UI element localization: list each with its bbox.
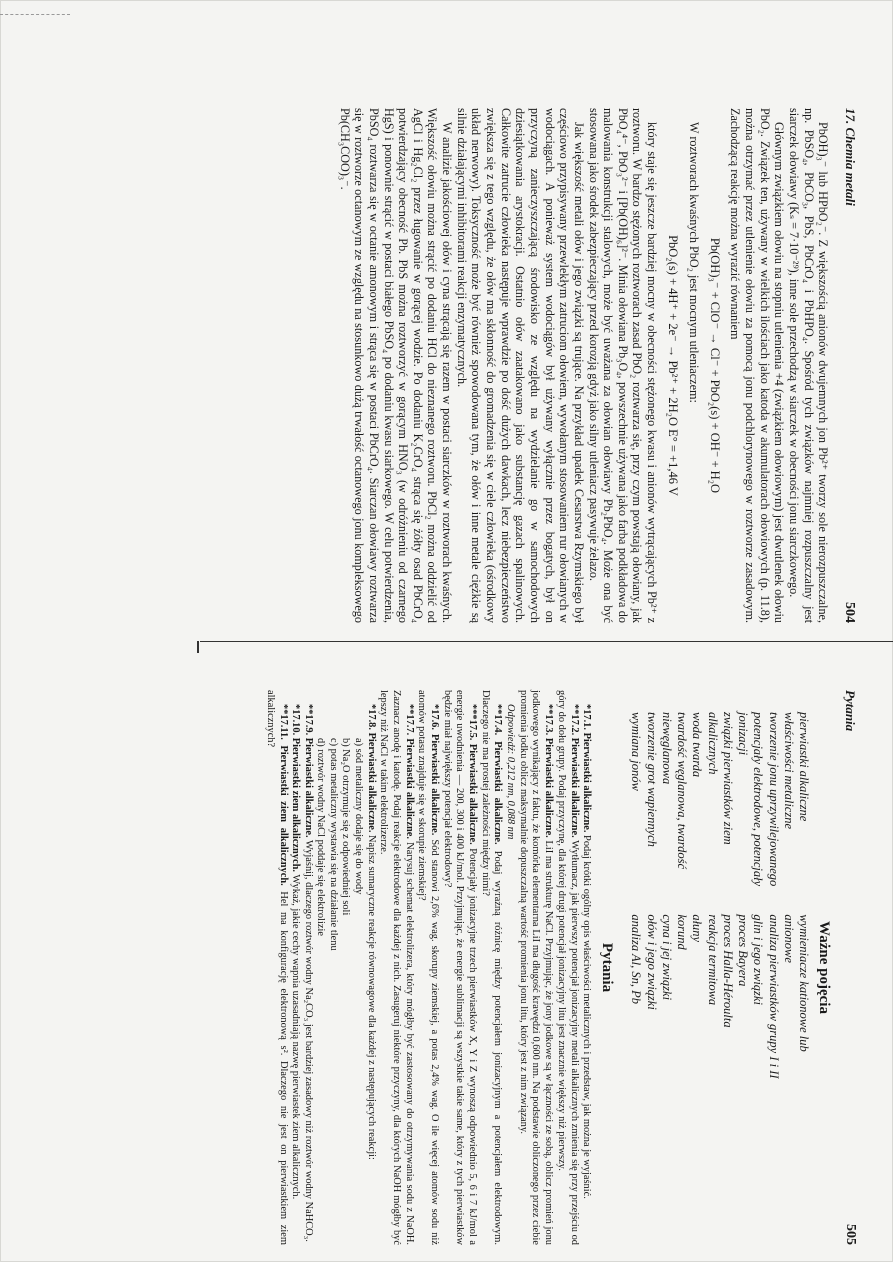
concept-item: cyna i jej związki bbox=[659, 914, 674, 1001]
question-text: Potencjały jonizacyjne trzech pierwiastków X, Y i Z wynoszą odpowiednio 5, 6 i 7 kJ/mol a energie uwodnienia — 200, 300 i 400 kJ/mol. Przyjmując, że energie sublimacji są wszystkie takie same, który z tych pierwiastków będzie miał największy potencjał elektrodowy? bbox=[441, 690, 479, 1245]
paragraph: Jak większość metali ołów i jego związki są trujące. Na przykład upadek Cesarstwa Rzymskiego był częściowo przypisywany przewlekłym zatruciom ołowiem, wywołanym stosowaniem rur ołowianych w wodociągach. A ponieważ system wodociągów był używany wyłącznie przez bogatych, był on przyczyną zanieczyszczającą środowisko ze względu na wydzielanie go w samochodowych dziesiątkowania arystokracji. Ostatnio ołów zaatakowano jako substancję gazach spalinowych. Całkowite zatrucie człowieka następuje wprawdzie po dość dużych dawkach, lecz niebezpieczeństwo zwiększa się z tego względu, że ołów ma skłonność do gromadzenia się w ciele człowieka (ośrodkowy układ nerwowy). Toksyczność może być również spowodowana tym, że ołów i inne metale ciężkie są silnie działającymi inhibitorami reakcji enzymatycznych. bbox=[454, 108, 586, 623]
concept-item: anionowe bbox=[781, 914, 796, 963]
page-505 bbox=[46, 690, 858, 1245]
question-text: Sód stanowi 2,6% wag. skorupy ziemskiej, a potas 2,4% wag. O ile więcej atomów sodu niż atomów potasu znajduje się w skorupie ziemskiej? bbox=[416, 690, 440, 1245]
question bbox=[440, 690, 478, 1245]
concept-item: tworzenie grot wapiennych bbox=[644, 712, 659, 847]
question-text: Podaj wyraźną różnicę między potencjałem jonizacyjnym a potencjałem elektrodowym. Dlaczego nie ma prostej zależności między nimi? bbox=[479, 690, 504, 1245]
subitem: d) roztwór wodny NaCl poddaje się elektrolizie bbox=[315, 738, 327, 936]
concept-item: właściwości metaliczne bbox=[781, 712, 796, 829]
concepts-title: Ważne pojęcia bbox=[816, 921, 833, 1014]
question bbox=[415, 690, 440, 1245]
question-label: *17.6. Pierwiastki alkaliczne. bbox=[428, 704, 440, 836]
concept-item: niewęglanowa bbox=[659, 712, 674, 785]
concept-item: ałuny bbox=[690, 914, 705, 943]
concept-item: glin i jego związki bbox=[751, 914, 766, 1005]
concept-item: wymiana jonów bbox=[629, 712, 644, 791]
concept-item: proces Bayera bbox=[736, 914, 751, 987]
question bbox=[377, 690, 415, 1245]
concept-item: potencjały elektrodowe, potencjały bbox=[751, 712, 766, 887]
page-number: 504 bbox=[842, 602, 857, 623]
concept-item: związki pierwiastków ziem bbox=[720, 712, 735, 845]
question-text: Wytłumacz, jak pierwszy potencjał jonizacyjny metali alkalicznych zmienia się przy przejściu od góry do dołu grupy. Podaj przyczynę, dla której drugi potencjał jonizacyjny litu jest znacznie większy niż pierwszy. bbox=[555, 690, 580, 1245]
question-label: **17.3. Pierwiastki alkaliczne. bbox=[543, 704, 555, 838]
question-label: **17.9. Pierwiastki alkaliczne. bbox=[302, 704, 314, 838]
questions-title: Pytania bbox=[599, 942, 616, 993]
paragraph: W analizie jakościowej ołów i cyna strącają się razem w postaci siarczków w roztworach kwaśnych. Większość ołowiu można strącić po dodaniu HCl do nieznanego roztworu. PbCl₂ można oddzielić od AgCl i Hg₂Cl₂ przez ługowanie w gorącej wodzie. Po dodaniu K₂CrO₄ strąca się żółty osad PbCrO₄ potwierdzający obecność Pb. PbS można roztworzyć w gorącym HNO₃ (w odróżnieniu od czarnego HgS) i ponownie strącić w postaci białego PbSO₄ po dodaniu kwasu siarkowego. W celu potwierdzenia, PbSO₄ roztwarza się w octanie amonowym i strąca się w postaci PbCrO₄. Siarczan ołowiawy roztwarza się w roztworze octanowym ze względu na stosunkowo dużą trwałość octanowego jonu kompleksowego Pb(CH₃COO)₃⁻. bbox=[337, 108, 455, 623]
page-fold-tick bbox=[197, 641, 199, 653]
question-text: Hel ma konfigurację elektronową s². Dlaczego nie jest on pierwiastkiem ziem alkalicznych? bbox=[264, 690, 289, 1245]
paragraph: który staje się jeszcze bardziej mocny w obecności stężonego kwasu i anionów wytrącających Pb²⁺ z roztworu. W bardzo stężonych roztworach zasad PbO₂ roztwarza się, przy czym powstają ołowiany, jak PbO₄⁴⁻, PbO₃²⁻ i [Pb(OH)₆]²⁻. Minia ołowiana Pb₃O₄, powszechnie używana jako farba podkładowa do malowania konstrukcji stalowych, może być uważana za ołowian ołowiawy Pb₂PbO₄. Może ona być stosowana jako środek zabezpieczający przed korozją gdyż jako silny utleniacz pasywuje żelazo. bbox=[586, 108, 660, 623]
question-text: Wykaż, jakie cechy wapnia uzasadniają nazwę pierwiastek ziem alkalicznych. bbox=[290, 874, 302, 1200]
concepts-column-1 bbox=[628, 712, 811, 886]
chapter-title: 17. Chemia metali bbox=[843, 108, 858, 206]
section-header-title: Pytania bbox=[843, 690, 858, 732]
question-label: **17.7. Pierwiastki alkaliczne. bbox=[403, 704, 415, 839]
concept-item: ołów i jego związki bbox=[644, 914, 659, 1010]
answer-text: Odpowiedź: 0,212 nm, 0,088 nm bbox=[505, 704, 517, 840]
paragraph: PbOH)₃⁻ lub HPbO₂⁻. Z większością anionów dwujemnych jon Pb²⁺ tworzy sole nierozpuszczalne, np. PbSO₄, PbCO₃, PbS, PbCrO₄ i PbHPO₄. Spośród tych związków najmniej rozpuszczalny jest siarczek ołowiawy (Kₛ = 7·10⁻²⁹), inne sole przechodzą w siarczek w obecności jonu siarczkowego. bbox=[786, 108, 831, 623]
question bbox=[301, 690, 314, 1245]
answer bbox=[503, 690, 516, 1245]
scan-mark bbox=[0, 14, 70, 15]
page-504 bbox=[130, 108, 858, 623]
question-label: ***17.5. Pierwiastki alkaliczne. bbox=[467, 704, 479, 845]
concept-item: analiza Al, Sn, Pb bbox=[629, 914, 644, 1005]
concept-item: twardość węglanowa, twardość bbox=[675, 712, 690, 870]
concepts-list bbox=[628, 690, 811, 1245]
subitem: c) potas metaliczny wystawia się na działanie tlenu bbox=[327, 738, 339, 951]
question bbox=[516, 690, 554, 1245]
equation: PbO₂(s) + 4H⁺ + 2e⁻ → Pb²⁺ + 2H₂O E° = +1,46 V bbox=[666, 235, 681, 496]
concept-item: pierwiastki alkaliczne bbox=[797, 712, 812, 822]
question-label: *17.1. Pierwiastki alkaliczne. bbox=[581, 704, 593, 833]
question-text: Napisz sumaryczne reakcje równowagowe dla każdej z następujących reakcji: bbox=[365, 835, 377, 1160]
question-text: Wyjaśnij, dlaczego roztwór wodny Na₂CO₃ jest bardziej zasadowy niż roztwór wodny NaHCO₃. bbox=[302, 840, 314, 1242]
question bbox=[554, 690, 579, 1245]
question-label: **17.2. Pierwiastki alkaliczne. bbox=[568, 704, 580, 838]
question-label: *17.8. Pierwiastki alkaliczne. bbox=[365, 704, 377, 833]
paragraph: W roztworach kwaśnych PbO₂ jest mocnym utleniaczem: bbox=[686, 122, 701, 403]
concept-item: tworzenie jonu uprzywilejowanego bbox=[766, 712, 781, 887]
question bbox=[580, 690, 593, 1245]
question-subitems bbox=[314, 690, 364, 1245]
question-label: **17.4. Pierwiastki alkaliczne. bbox=[492, 704, 504, 845]
page-fold-line bbox=[200, 641, 893, 642]
subitem: a) sód metaliczny dodaje się do wody bbox=[352, 738, 364, 895]
concept-item: analiza pierwiastków grupy I i II bbox=[766, 914, 781, 1079]
question bbox=[478, 690, 503, 1245]
concepts-column-2 bbox=[628, 914, 811, 1078]
page-number: 505 bbox=[843, 1224, 858, 1245]
page-header bbox=[841, 690, 858, 1245]
question bbox=[263, 690, 288, 1245]
question-text: Podaj krótki ogólny opis właściwości metalicznych i przedstaw, jak można je wyjaśnić. bbox=[581, 835, 593, 1199]
concept-item: korund bbox=[675, 914, 690, 950]
concept-item: wymieniacze kationowe lub bbox=[797, 914, 812, 1052]
question bbox=[364, 690, 377, 1245]
concept-item: jonizacji bbox=[736, 712, 751, 756]
equation: Pb(OH)₃⁻ + ClO⁻ → Cl⁻ + PbO₂(s) + OH⁻ + H₂O bbox=[707, 237, 722, 494]
concept-item: proces Halla-Héroulta bbox=[720, 914, 735, 1028]
concept-item: reakcja termitowa bbox=[705, 914, 720, 1006]
paragraph: Głównym związkiem ołowiu na stopniu utlenienia +4 (związkiem ołowiowym) jest dwutlenek ołowiu PbO₂. Związek ten, używany w wielkich ilościach jako katoda w akumulatorach ołowiowych (p. 11.8), można otrzymać przez utlenienie ołowiu za pomocą jonu podchlorynowego w roztworze zasadowym. Zachodzącą reakcję można wyrazić równaniem bbox=[728, 108, 787, 623]
page-header bbox=[840, 108, 858, 623]
question-text: LiI ma strukturę NaCl. Przyjmując, że jony jodkowe są w łączności ze sobą, oblicz promień jonu jodkowego wynikający z faktu, że komórka elementarna LiI ma długość krawędzi 0,600 nm. Na podstawie obliczonego przez ciebie promienia jodku oblicz maksymalnie dopuszczalną wartość promienia jonu litu, który jest z nim związany. bbox=[517, 690, 555, 1246]
question bbox=[289, 690, 302, 1245]
concept-item: woda twarda bbox=[690, 712, 705, 778]
subitem: b) Na₂O otrzymuje się z odpowiedniej soli bbox=[340, 738, 352, 916]
question-text: Narysuj schemat elektrolizera, który mógłby być zastosowany do otrzymywania sodu z NaOH. Zaznacz anodę i katodę. Podaj reakcje elektrodowe dla każdej z nich. Zasugeruj niektóre przyczyny, dla których NaOH mógłby być lepszy niż NaCl w takim elektrolizerze. bbox=[378, 690, 415, 1245]
concept-item: alkalicznych bbox=[705, 712, 720, 775]
question-label: *17.10. Pierwiastki ziem alkalicznych. bbox=[290, 704, 302, 872]
question-label: **17.11. Pierwiastki ziem alkalicznych. bbox=[277, 704, 289, 886]
